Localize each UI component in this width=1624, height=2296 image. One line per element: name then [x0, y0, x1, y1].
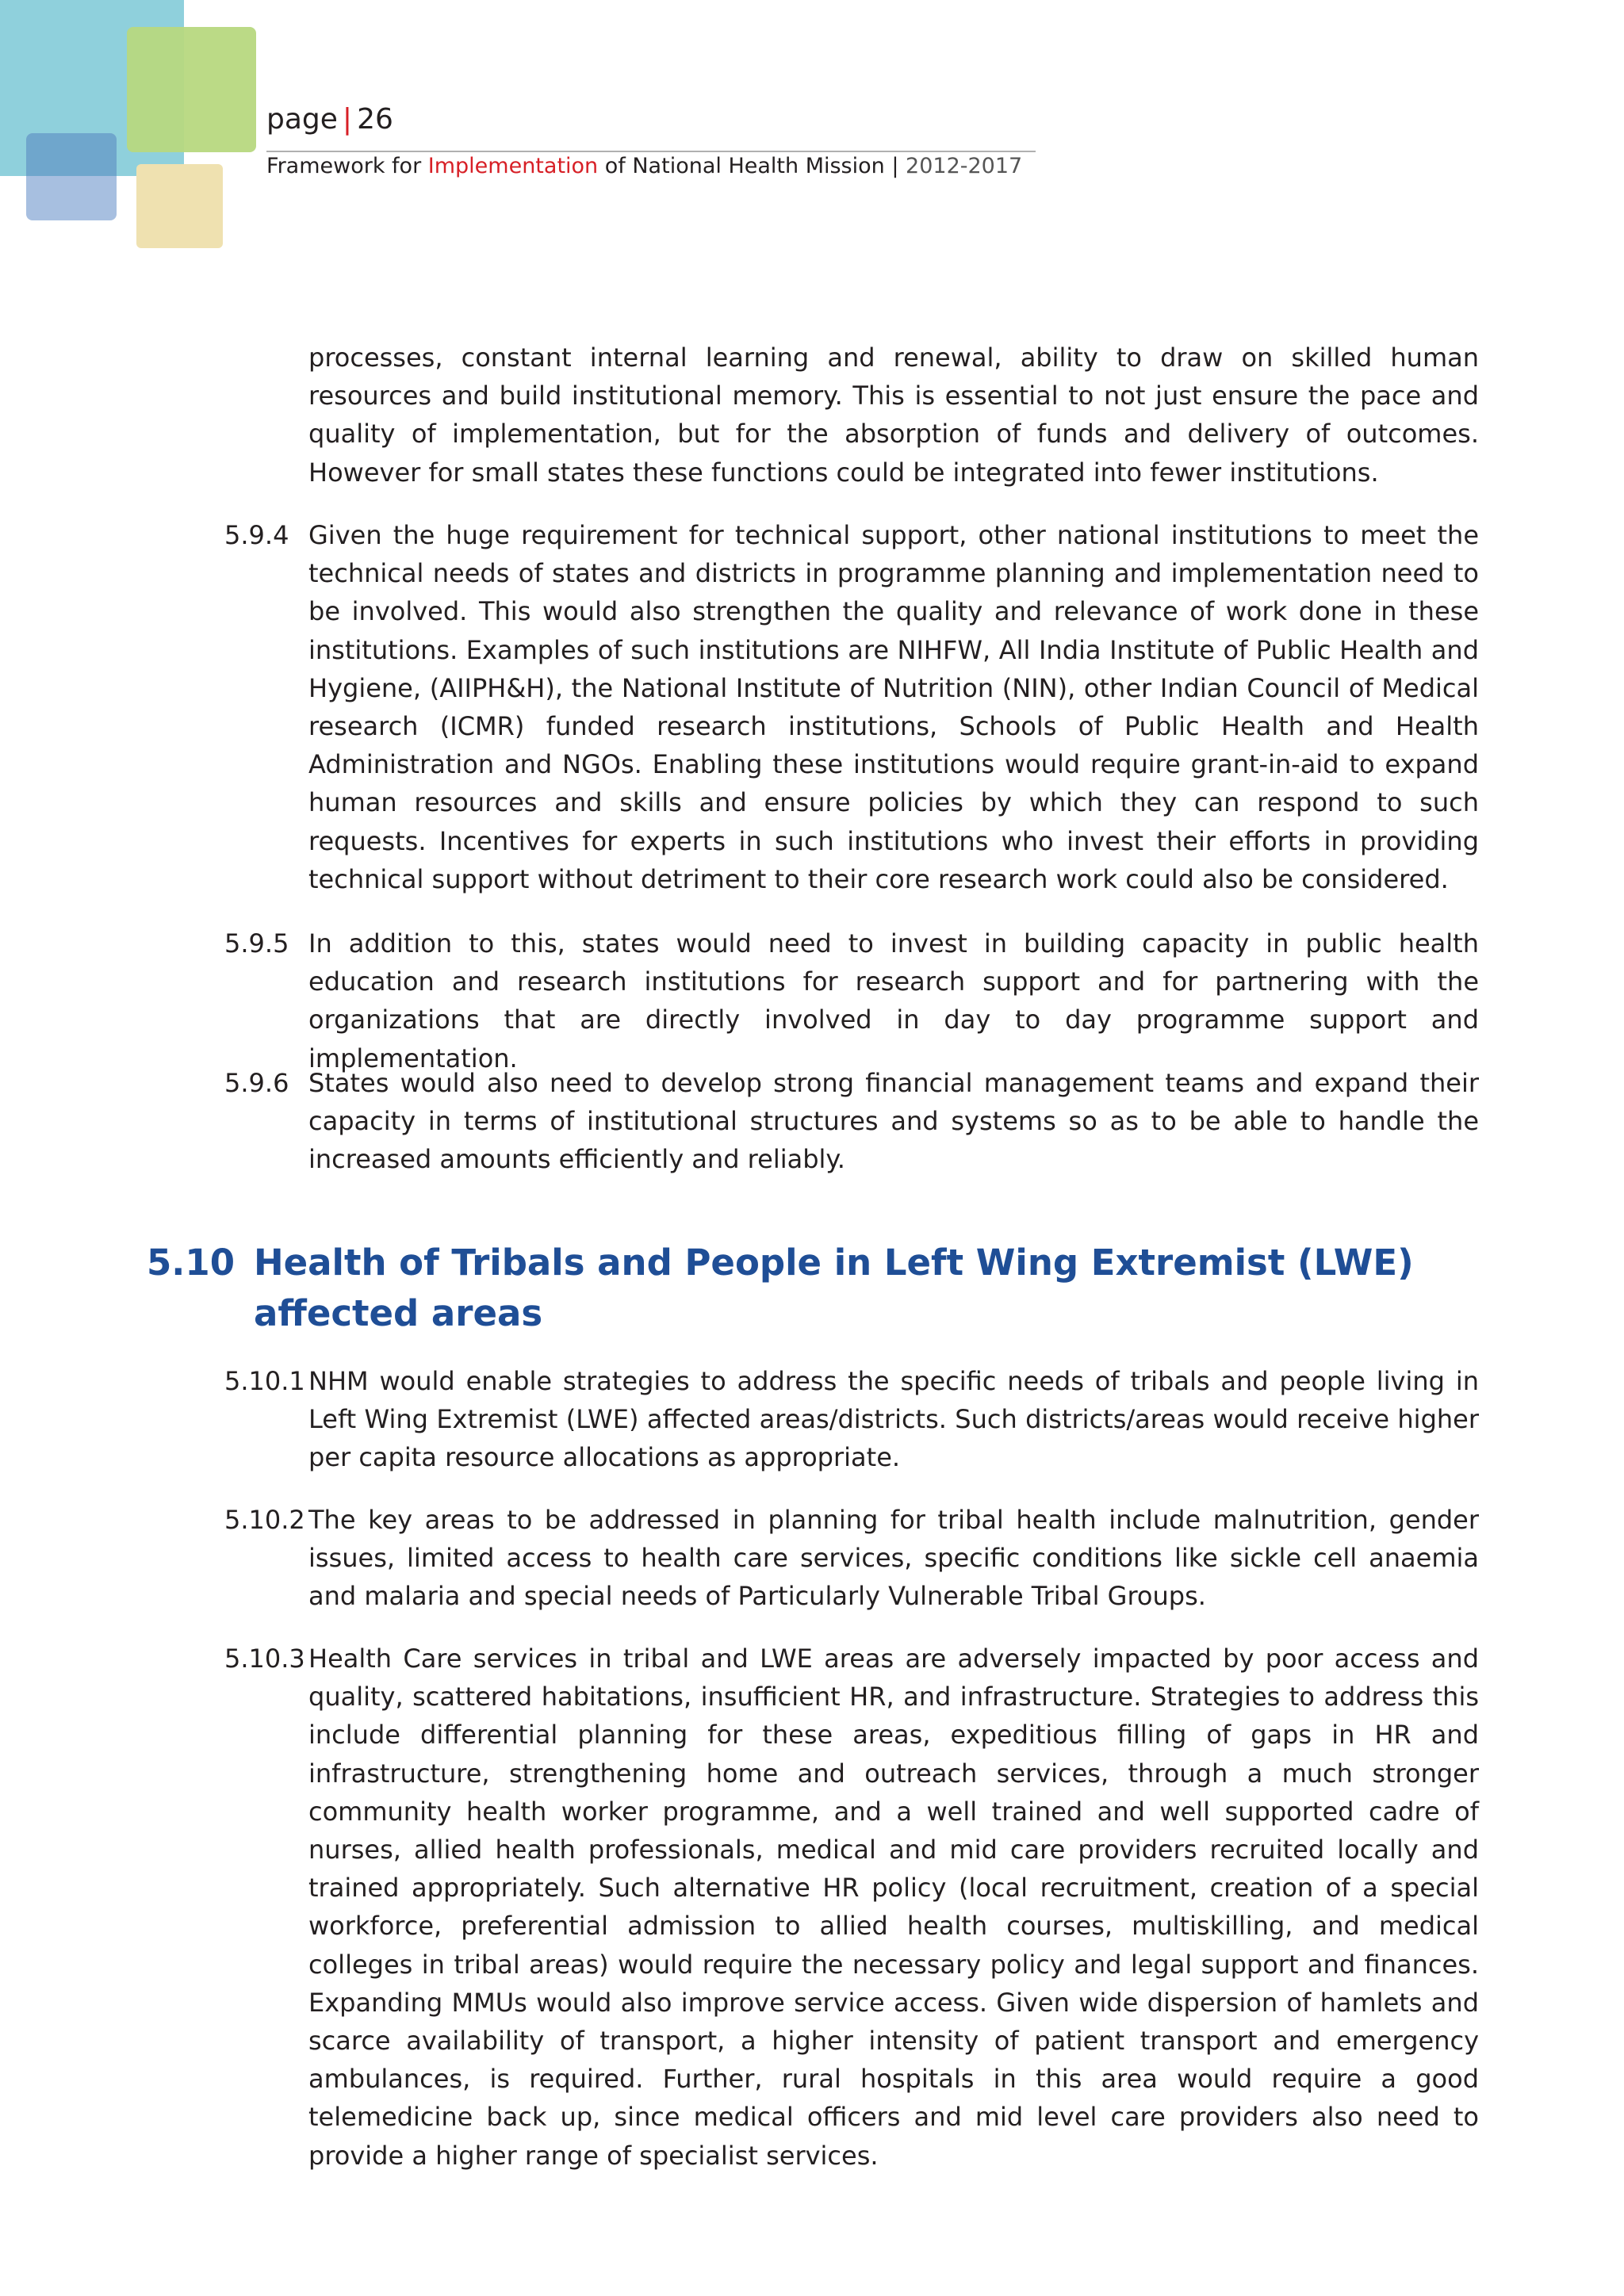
paragraph-5-9-6: States would also need to develop strong financial management teams and expand their capacity in terms of institutional structures and systems so as to be able to handle the increased amounts efficiently and reliably. — [308, 1068, 1479, 1175]
paragraph-number: 5.10.3 — [224, 1644, 305, 1674]
paragraph-5-10-1: NHM would enable strategies to address the specific needs of tribals and people living in Left Wing Extremist (LWE) affected areas/districts. Such districts/areas would receive higher per capita resource allocations as appropriate. — [308, 1366, 1479, 1473]
paragraph-number: 5.9.6 — [224, 1068, 289, 1098]
doc-years: 2012-2017 — [898, 154, 1023, 178]
paragraph-number: 5.9.5 — [224, 928, 289, 959]
page-number — [266, 102, 393, 137]
doc-title-suffix: of National Health Mission — [598, 154, 892, 178]
doc-title-separator: | — [891, 154, 899, 178]
paragraph-5-9-5: In addition to this, states would need to invest in building capacity in public health education and research institutions for research support and for partnering with the organizations that are directly involved in day to day programme support and implementation. — [308, 928, 1479, 1073]
page-label: page — [266, 103, 338, 136]
paragraph-number: 5.10.2 — [224, 1505, 305, 1535]
page-separator: | — [342, 103, 353, 136]
decorative-square-yellow — [136, 164, 223, 248]
doc-title-prefix: Framework for — [266, 154, 428, 178]
paragraph-continuation: processes, constant internal learning and renewal, ability to draw on skilled human resources and build institutional memory. This is essential to not just ensure the pace and quality of implementation, but for the absorption of funds and delivery of outcomes. However for small states these functions could be integrated into fewer institutions. — [308, 342, 1479, 488]
doc-title-highlight: Implementation — [427, 154, 599, 178]
section-number: 5.10 — [147, 1242, 236, 1284]
paragraph-5-10-2: The key areas to be addressed in planning for tribal health include malnutrition, gender issues, limited access to health care services, specific conditions like sickle cell anaemia and malaria and special needs of Particularly Vulnerable Tribal Groups. — [308, 1505, 1479, 1612]
page-number-value: 26 — [357, 103, 393, 136]
paragraph-number: 5.10.1 — [224, 1366, 305, 1396]
section-title: Health of Tribals and People in Left Wing Extremist (LWE) affected areas — [254, 1242, 1414, 1334]
paragraph-number: 5.9.4 — [224, 520, 289, 550]
decorative-square-green — [127, 27, 256, 152]
decorative-square-blue-dark — [26, 133, 117, 176]
paragraph-5-10-3: Health Care services in tribal and LWE areas are adversely impacted by poor access and quality, scattered habitations, insufficient HR, and infrastructure. Strategies to address this include differential planning for these areas, expeditious filling of gaps in HR and infrastructure, strengthening home and outreach services, through a much stronger community health worker programme, and a well trained and well supported cadre of nurses, allied health professionals, medical and mid care providers recruited locally and trained appropriately. Such alternative HR policy (local recruitment, creation of a special workforce, preferential admission to allied health courses, multiskilling, and medical colleges in tribal areas) would require the necessary policy and legal support and finances. Expanding MMUs would also improve service access. Given wide dispersion of hamlets and scarce availability of transport, a higher intensity of patient transport and emergency ambulances, is required. Further, rural hospitals in this area would require a good telemedicine back up, since medical officers and mid level care providers also need to provide a higher range of specialist services. — [308, 1644, 1479, 2171]
paragraph-5-9-4: Given the huge requirement for technical support, other national institutions to meet the technical needs of states and districts in programme planning and implementation need to be involved. This would also strengthen the quality and relevance of work done in these institutions. Examples of such institutions are NIHFW, All India Institute of Public Health and Hygiene, (AIIPH&H), the National Institute of Nutrition (NIN), other Indian Council of Medical research (ICMR) funded research institutions, Schools of Public Health and Health Administration and NGOs. Enabling these institutions would require grant-in-aid to expand human resources and skills and ensure policies by which they can respond to such requests. Incentives for experts in such institutions who invest their efforts in providing technical support without detriment to their core research work could also be considered. — [308, 520, 1479, 894]
document-title — [266, 151, 1022, 182]
